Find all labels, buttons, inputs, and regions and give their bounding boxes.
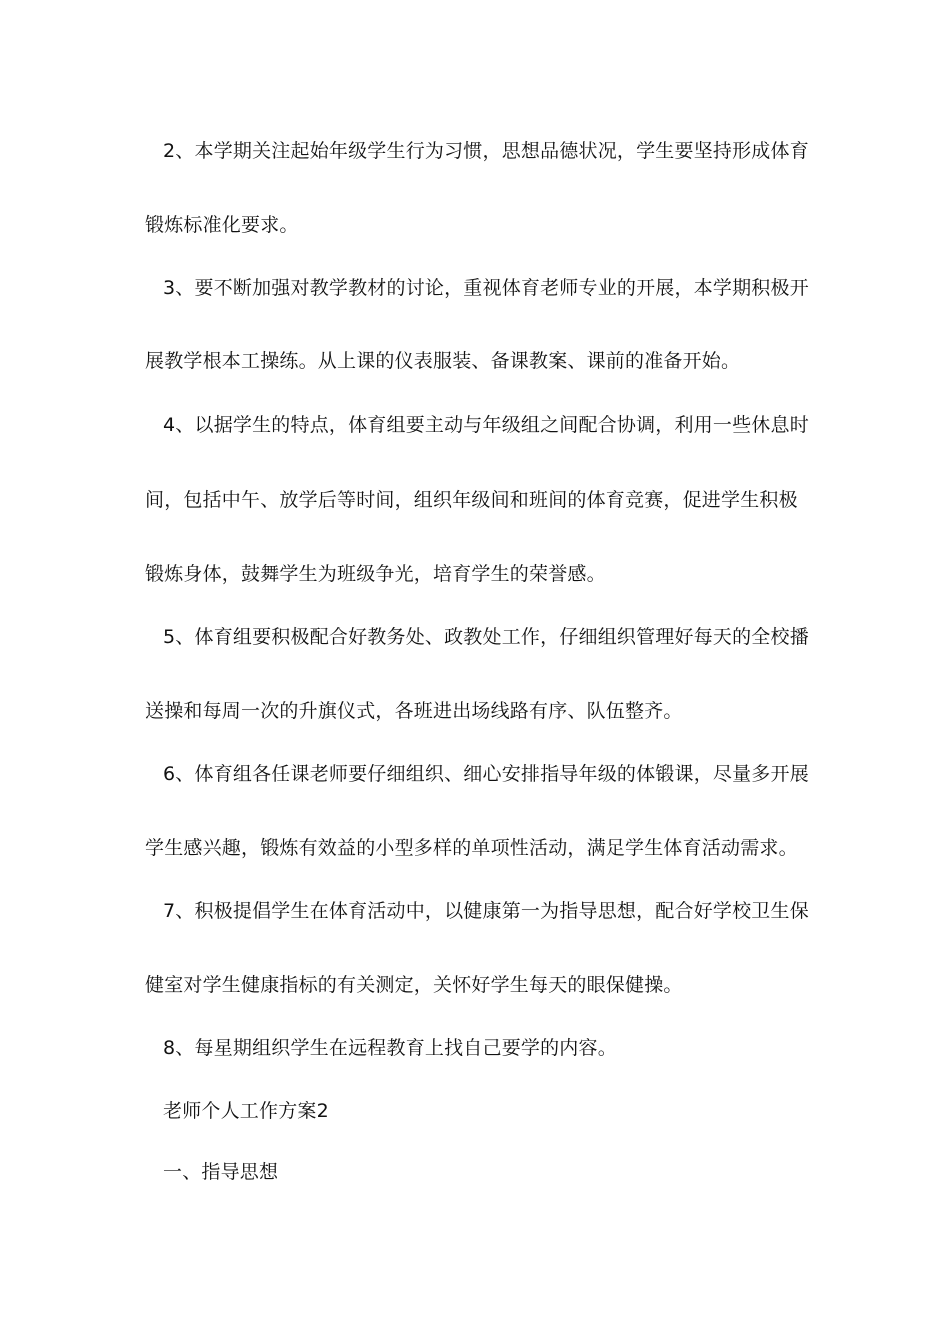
paragraph-7-line-1: 7、积极提倡学生在体育活动中，以健康第一为指导思想，配合好学校卫生保 — [163, 900, 809, 922]
paragraph-4-line-2: 间，包括中午、放学后等时间，组织年级间和班间的体育竞赛，促进学生积极 — [145, 489, 798, 511]
paragraph-2-line-2: 锻炼标准化要求。 — [145, 214, 299, 236]
paragraph-7-line-2: 健室对学生健康指标的有关测定，关怀好学生每天的眼保健操。 — [145, 974, 683, 996]
paragraph-4-line-3: 锻炼身体，鼓舞学生为班级争光，培育学生的荣誉感。 — [145, 563, 606, 585]
paragraph-6-line-2: 学生感兴趣，锻炼有效益的小型多样的单项性活动，满足学生体育活动需求。 — [145, 837, 798, 859]
paragraph-8-line-1: 8、每星期组织学生在远程教育上找自己要学的内容。 — [163, 1037, 617, 1059]
paragraph-3-line-1: 3、要不断加强对教学教材的讨论，重视体育老师专业的开展，本学期积极开 — [163, 277, 809, 299]
section-heading-guiding-ideology: 一、指导思想 — [163, 1161, 279, 1183]
paragraph-5-line-1: 5、体育组要积极配合好教务处、政教处工作，仔细组织管理好每天的全校播 — [163, 626, 809, 648]
paragraph-6-line-1: 6、体育组各任课老师要仔细组织、细心安排指导年级的体锻课，尽量多开展 — [163, 763, 809, 785]
paragraph-2-line-1: 2、本学期关注起始年级学生行为习惯，思想品德状况，学生要坚持形成体育 — [163, 140, 809, 162]
paragraph-5-line-2: 送操和每周一次的升旗仪式，各班进出场线路有序、队伍整齐。 — [145, 700, 683, 722]
paragraph-3-line-2: 展教学根本工操练。从上课的仪表服装、备课教案、课前的准备开始。 — [145, 350, 741, 372]
section-title: 老师个人工作方案2 — [163, 1100, 329, 1122]
paragraph-4-line-1: 4、以据学生的特点，体育组要主动与年级组之间配合协调，利用一些休息时 — [163, 414, 809, 436]
